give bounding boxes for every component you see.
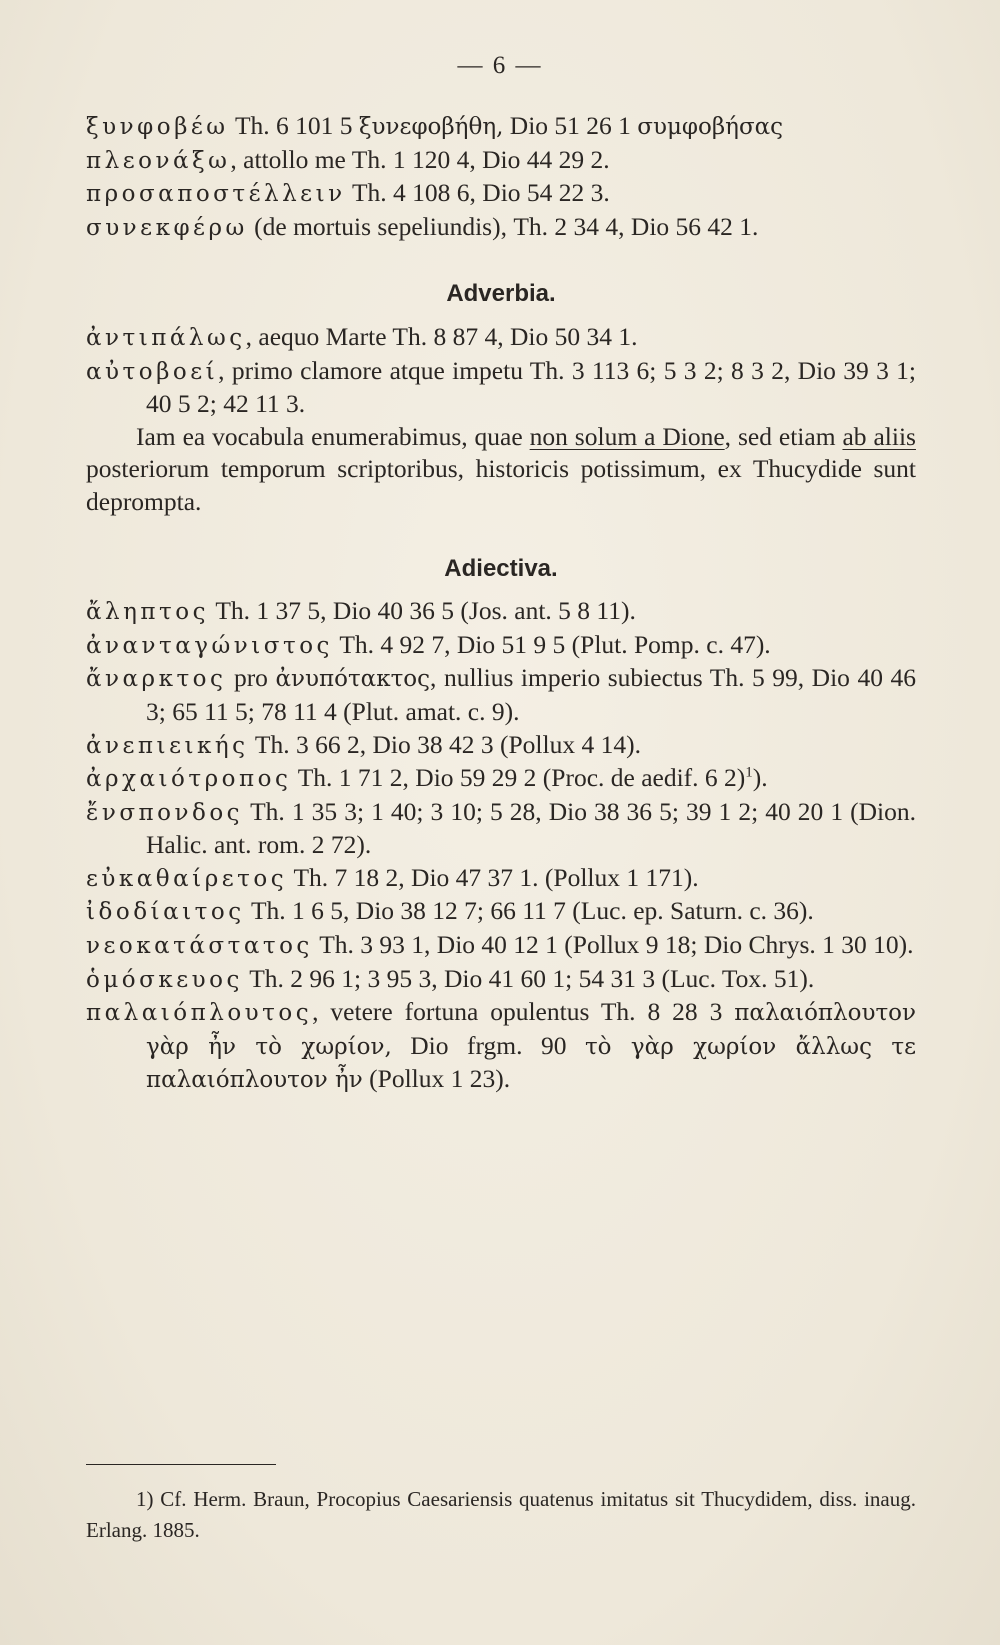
section-heading-adverbia: Adverbia. (446, 280, 556, 308)
lemma: συνεκφέρω (86, 214, 248, 241)
entry-text: Th. 4 92 7, Dio 51 9 5 (Plut. Pomp. c. 47). (332, 629, 771, 659)
entry-text: Th. 1 35 3; 1 40; 3 10; 5 28, Dio 38 36 5; 39 1 2; 40 20 1 (Dion. Halic. ant. rom. 2 72). (146, 796, 916, 860)
lemma: ξυνφοβέω (86, 114, 229, 140)
paragraph-text: posteriorum temporum scriptoribus, historicis potissimum, ex Thucydide sunt deprompta. (86, 454, 916, 516)
underlined-phrase: ab aliis (842, 421, 916, 451)
entry (86, 110, 916, 144)
lemma: ἄληπτος (86, 599, 209, 626)
entry (86, 762, 916, 796)
page-body (86, 110, 916, 1097)
entry (86, 929, 916, 963)
lemma: ἰδοδίαιτος (86, 899, 245, 926)
entry (86, 355, 916, 421)
entry-text: , attollo me Th. 1 120 4, Dio 44 29 2. (230, 144, 610, 174)
footnote: 1) Cf. Herm. Braun, Procopius Caesariensis quatenus imitatus sit Thucydidem, diss. inaug. Erlang. 1885. (86, 1487, 916, 1542)
entry (86, 211, 916, 245)
paragraph-text: Iam ea vocabula enumerabimus, quae (136, 421, 530, 451)
greek-quote: τὸ γὰρ χωρίον ἄλλως τε παλαιόπλουτον ἦν (146, 1033, 917, 1094)
intro-paragraph (86, 421, 916, 519)
lemma: προσαποστέλλειν (86, 181, 346, 208)
entry (86, 662, 916, 728)
entry (86, 996, 916, 1097)
entry-text: , nullius imperio subiectus Th. 5 99, Dio 40 46 3; 65 11 5; 78 11 4 (Plut. amat. c. 9). (146, 663, 916, 726)
entry-text: (de mortuis sepeliundis), Th. 2 34 4, Dio 56 42 1. (247, 211, 759, 241)
entry-text: ). (752, 763, 768, 793)
lemma: νεοκατάστατος (86, 933, 313, 960)
entry-text: Th. 4 108 6, Dio 54 22 3. (345, 178, 610, 208)
entry-text: , vetere fortuna opulentus Th. 8 28 3 (312, 997, 735, 1027)
entry (86, 144, 916, 178)
entry (86, 595, 916, 629)
entry (86, 729, 916, 763)
paragraph-text: , sed etiam (724, 421, 843, 451)
entry-text: Th. 7 18 2, Dio 47 37 1. (Pollux 1 171). (287, 862, 699, 892)
entry-text: Th. 6 101 5 (228, 111, 359, 140)
entry-text: Th. 2 96 1; 3 95 3, Dio 41 60 1; 54 31 3 (Luc. Tox. 51). (242, 963, 815, 993)
lemma: ἀρχαιότροπος (86, 766, 292, 793)
entry (86, 796, 916, 862)
entry (86, 177, 916, 211)
entry-text: , aequo Marte Th. 8 87 4, Dio 50 34 1. (245, 321, 638, 351)
entry-text: Dio frgm. 90 (391, 1030, 585, 1060)
page-number: — 6 — (457, 52, 543, 79)
entry-text: Dio 51 26 1 (503, 111, 638, 140)
greek-quote: συμφοβήσας (637, 114, 784, 140)
greek-quote: ξυνεφοβήθη, (358, 114, 504, 140)
entry (86, 895, 916, 929)
lemma: ἀνεπιεικής (86, 732, 249, 759)
lemma: ἄναρκτος (86, 666, 227, 693)
entry (86, 963, 916, 997)
underlined-phrase: non solum a Dione (529, 421, 725, 451)
lemma: ἀντιπάλως (86, 324, 246, 351)
entry (86, 629, 916, 663)
lemma: εὐκαθαίρετος (86, 865, 288, 892)
greek-quote: ἀνυπότακτος (275, 666, 431, 693)
entry (86, 321, 916, 355)
entry-text: pro (226, 663, 276, 693)
lemma: πλεονάξω (86, 147, 231, 174)
entry-text: (Pollux 1 23). (362, 1064, 511, 1094)
greek-quote: παλαιόπλουτον γὰρ ἦν τὸ χωρίον, (146, 1000, 916, 1060)
footnote-marker: 1 (745, 764, 753, 781)
entry-text: Th. 1 71 2, Dio 59 29 2 (Proc. de aedif. 6 2) (291, 763, 746, 793)
lemma: ἀνανταγώνιστος (86, 632, 333, 659)
footnote-rule (86, 1464, 276, 1465)
entry (86, 862, 916, 896)
lemma: ὁμόσκευος (86, 966, 243, 993)
entry-text: Th. 3 93 1, Dio 40 12 1 (Pollux 9 18; Dio Chrys. 1 30 10). (312, 930, 914, 960)
lemma: αὐτοβοεί (86, 358, 219, 385)
lemma: ἔνσπονδος (86, 799, 244, 826)
section-heading-adiectiva: Adiectiva. (444, 554, 558, 582)
entry-text: Th. 1 37 5, Dio 40 36 5 (Jos. ant. 5 8 11). (208, 596, 636, 626)
lemma: παλαιόπλουτος (86, 1000, 313, 1027)
entry-text: , primo clamore atque impetu Th. 3 113 6; 5 3 2; 8 3 2, Dio 39 3 1; 40 5 2; 42 11 3. (146, 355, 916, 419)
entry-text: Th. 3 66 2, Dio 38 42 3 (Pollux 4 14). (248, 729, 641, 759)
entry-text: Th. 1 6 5, Dio 38 12 7; 66 11 7 (Luc. ep. Saturn. c. 36). (244, 896, 814, 926)
